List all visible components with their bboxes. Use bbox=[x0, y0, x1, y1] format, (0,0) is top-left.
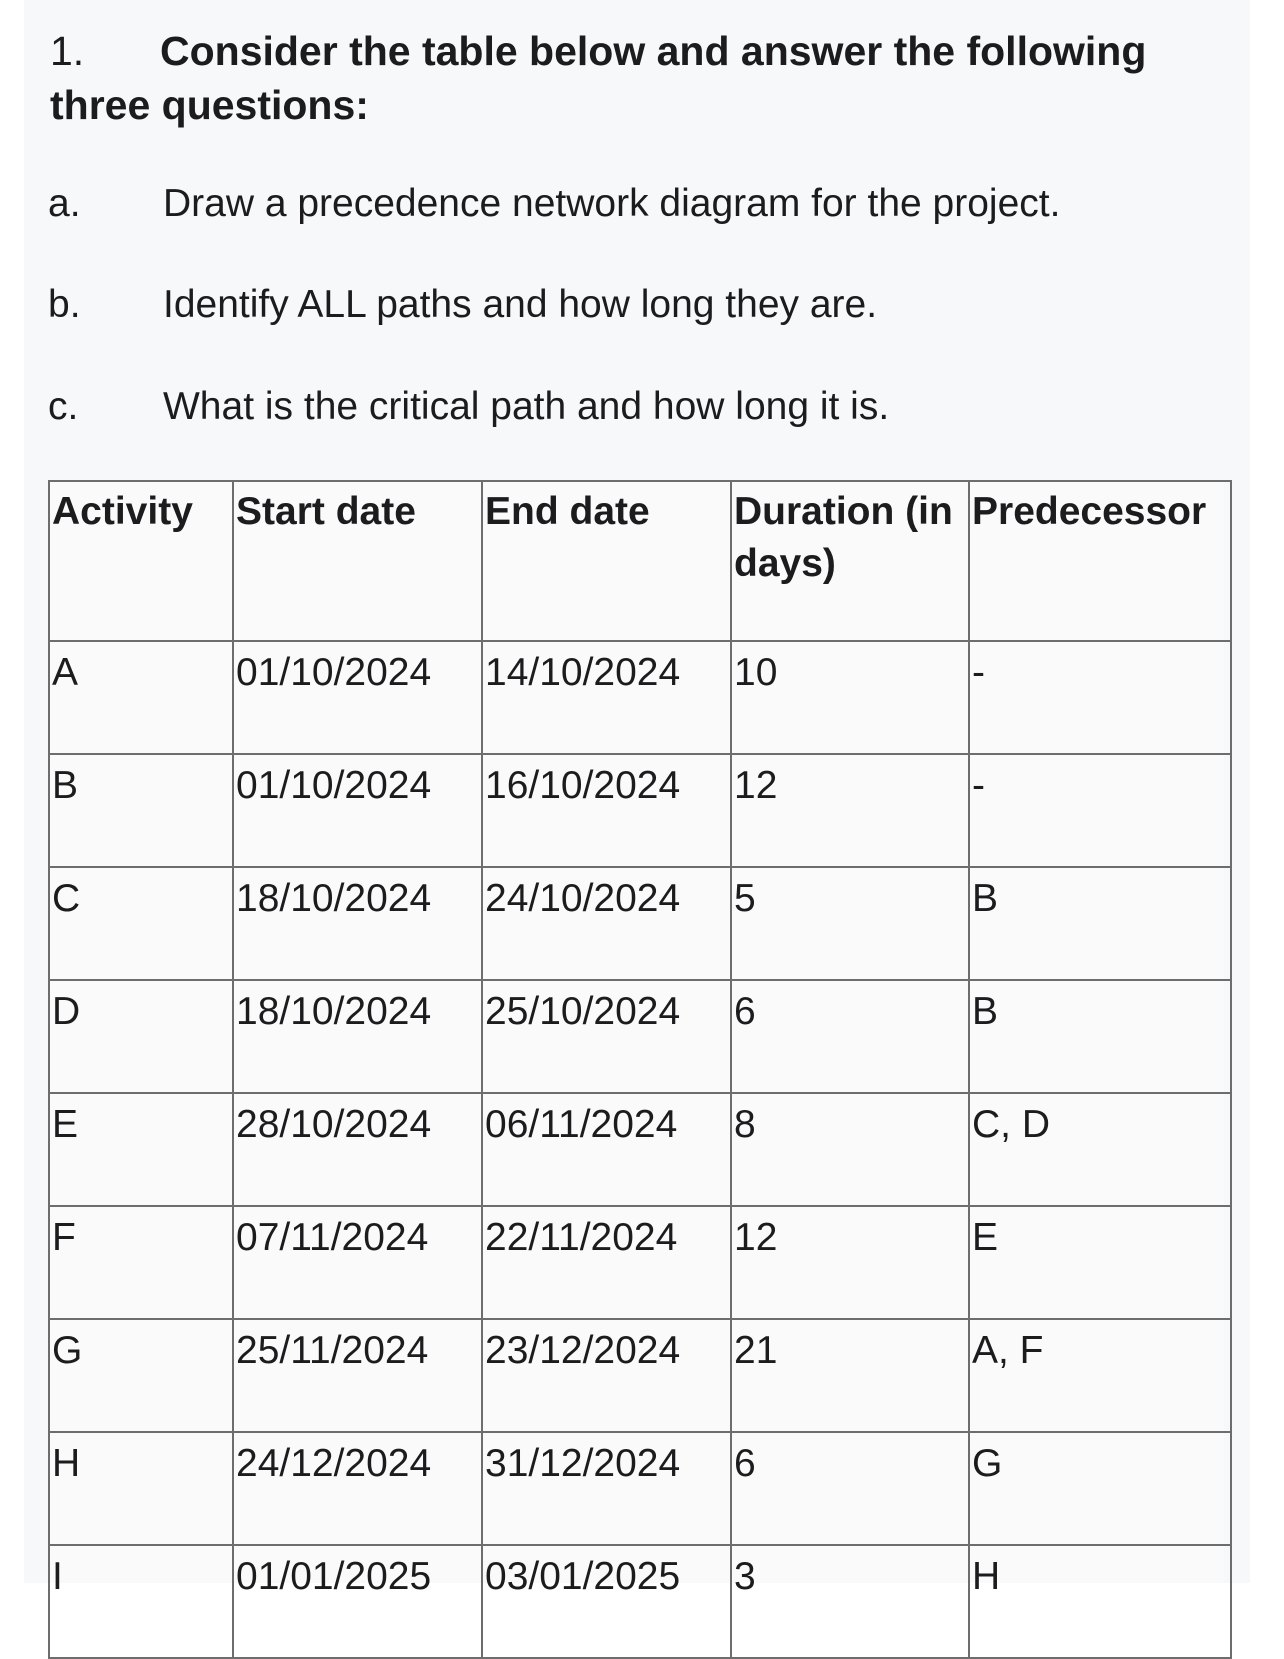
cell-start-date: 24/12/2024 bbox=[233, 1432, 482, 1545]
sub-question-letter: a. bbox=[48, 182, 81, 225]
cell-start-date: 01/10/2024 bbox=[233, 641, 482, 754]
cell-duration: 3 bbox=[731, 1545, 969, 1658]
cell-end-date: 24/10/2024 bbox=[482, 867, 731, 980]
cell-predecessor: G bbox=[969, 1432, 1231, 1545]
sub-question-b bbox=[48, 282, 877, 328]
cell-activity: D bbox=[49, 980, 233, 1093]
header-predecessor: Predecessor bbox=[969, 481, 1231, 641]
sub-question-text: What is the critical path and how long it is. bbox=[163, 385, 890, 428]
cell-end-date: 22/11/2024 bbox=[482, 1206, 731, 1319]
cell-predecessor: C, D bbox=[969, 1093, 1231, 1206]
table-row bbox=[49, 641, 1231, 754]
cell-start-date: 01/01/2025 bbox=[233, 1545, 482, 1658]
cell-activity: F bbox=[49, 1206, 233, 1319]
header-start-date: Start date bbox=[233, 481, 482, 641]
sub-question-letter: c. bbox=[48, 385, 79, 428]
cell-end-date: 06/11/2024 bbox=[482, 1093, 731, 1206]
header-activity: Activity bbox=[49, 481, 233, 641]
cell-activity: G bbox=[49, 1319, 233, 1432]
activity-table-container bbox=[48, 480, 1224, 1598]
cell-predecessor: H bbox=[969, 1545, 1231, 1658]
cell-activity: I bbox=[49, 1545, 233, 1658]
activity-table bbox=[48, 480, 1232, 1659]
sub-question-a bbox=[48, 181, 1060, 227]
sub-question-text: Identify ALL paths and how long they are. bbox=[163, 283, 878, 326]
cell-end-date: 16/10/2024 bbox=[482, 754, 731, 867]
table-row bbox=[49, 1432, 1231, 1545]
cell-predecessor: - bbox=[969, 754, 1231, 867]
table-row bbox=[49, 867, 1231, 980]
cell-duration: 12 bbox=[731, 754, 969, 867]
cell-start-date: 01/10/2024 bbox=[233, 754, 482, 867]
cell-activity: E bbox=[49, 1093, 233, 1206]
table-row bbox=[49, 980, 1231, 1093]
cell-predecessor: E bbox=[969, 1206, 1231, 1319]
table-row bbox=[49, 754, 1231, 867]
cell-predecessor: B bbox=[969, 980, 1231, 1093]
cell-end-date: 31/12/2024 bbox=[482, 1432, 731, 1545]
cell-duration: 6 bbox=[731, 1432, 969, 1545]
cell-start-date: 07/11/2024 bbox=[233, 1206, 482, 1319]
cell-duration: 5 bbox=[731, 867, 969, 980]
cell-duration: 8 bbox=[731, 1093, 969, 1206]
sub-question-letter: b. bbox=[48, 283, 81, 326]
table-row bbox=[49, 1319, 1231, 1432]
cell-predecessor: B bbox=[969, 867, 1231, 980]
cell-predecessor: - bbox=[969, 641, 1231, 754]
table-header-row bbox=[49, 481, 1231, 641]
cell-activity: H bbox=[49, 1432, 233, 1545]
cell-start-date: 18/10/2024 bbox=[233, 980, 482, 1093]
cell-end-date: 25/10/2024 bbox=[482, 980, 731, 1093]
cell-duration: 12 bbox=[731, 1206, 969, 1319]
cell-duration: 6 bbox=[731, 980, 969, 1093]
question-title bbox=[50, 24, 1230, 132]
cell-end-date: 14/10/2024 bbox=[482, 641, 731, 754]
sub-question-text: Draw a precedence network diagram for the project. bbox=[163, 182, 1061, 225]
cell-activity: B bbox=[49, 754, 233, 867]
cell-duration: 21 bbox=[731, 1319, 969, 1432]
header-end-date: End date bbox=[482, 481, 731, 641]
table-row bbox=[49, 1093, 1231, 1206]
cell-start-date: 28/10/2024 bbox=[233, 1093, 482, 1206]
question-number: 1. bbox=[50, 28, 85, 74]
cell-start-date: 25/11/2024 bbox=[233, 1319, 482, 1432]
question-text: Consider the table below and answer the following three questions: bbox=[50, 28, 1147, 128]
cell-end-date: 23/12/2024 bbox=[482, 1319, 731, 1432]
cell-activity: C bbox=[49, 867, 233, 980]
header-duration: Duration (in days) bbox=[731, 481, 969, 641]
sub-question-c bbox=[48, 384, 889, 430]
cell-end-date: 03/01/2025 bbox=[482, 1545, 731, 1658]
cell-start-date: 18/10/2024 bbox=[233, 867, 482, 980]
table-row bbox=[49, 1206, 1231, 1319]
cell-predecessor: A, F bbox=[969, 1319, 1231, 1432]
cell-activity: A bbox=[49, 641, 233, 754]
table-row bbox=[49, 1545, 1231, 1658]
cell-duration: 10 bbox=[731, 641, 969, 754]
